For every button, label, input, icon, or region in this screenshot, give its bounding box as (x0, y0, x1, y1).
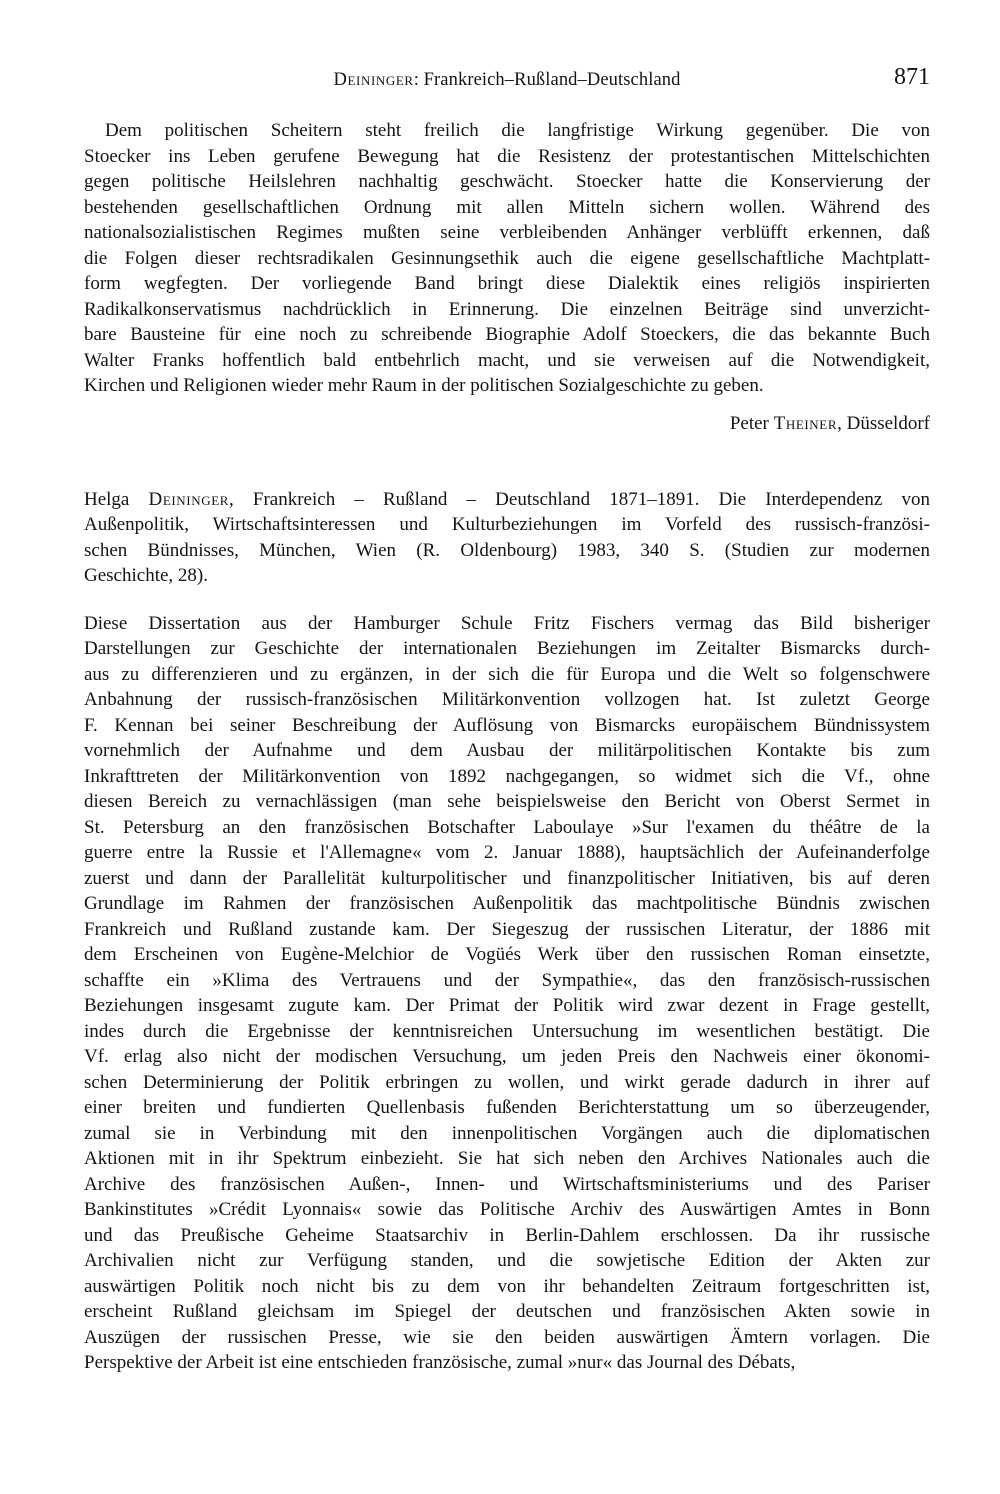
text-line: Archivalien nicht zur Verfügung standen, und die sowjetische Edition der Akten zur (84, 1250, 930, 1271)
running-head-author: Deininger (333, 70, 414, 90)
text-line: auswärtigen Politik noch nicht bis zu dem von ihr behandelten Zeitraum fortgeschritten ist, (84, 1275, 930, 1297)
text-line: Perspektive der Arbeit ist eine entschieden französische, zumal »nur« das Journal des Débats, (84, 1352, 796, 1373)
text-line: bestehenden gesellschaftlichen Ordnung mit allen Mitteln sichern wollen. Während des (84, 196, 930, 218)
text-line: diesen Bereich zu vernachlässigen (man sehe beispielsweise den Bericht von Oberst Sermet in (84, 791, 930, 812)
text-line: die Folgen dieser rechtsradikalen Gesinnungsethik auch die eigene gesellschaftliche Machtplatt- (84, 247, 930, 269)
citation-text: Geschichte, 28). (84, 565, 208, 586)
text-line: schen Determinierung der Politik erbringen zu wollen, und wirkt gerade dadurch in ihrer auf (84, 1071, 930, 1093)
citation-text: Helga (84, 488, 149, 510)
citation-author-smallcaps: Deininger (148, 488, 230, 510)
text-line: gegen politische Heilslehren nachhaltig geschwächt. Stoecker hatte die Konservierung der (84, 171, 930, 192)
text-line: Frankreich und Rußland zustande kam. Der Siegeszug der russischen Literatur, der 1886 mit (84, 918, 930, 940)
text-line: Bankinstitutes »Crédit Lyonnais« sowie das Politische Archiv des Auswärtigen Amtes in Bonn (84, 1199, 930, 1220)
text-line: vornehmlich der Aufnahme und dem Ausbau der militärpolitischen Kontakte bis zum (84, 740, 930, 761)
signature-first-name: Peter (729, 412, 774, 434)
text-line: Walter Franks hoffentlich bald entbehrlich macht, und sie verweisen auf die Notwendigkeit, (84, 349, 930, 371)
text-line: Auszügen der russischen Presse, wie sie den beiden auswärtigen Ämtern vorlagen. Die (84, 1326, 930, 1348)
book-page (84, 64, 930, 1376)
running-head (84, 64, 930, 98)
citation-line (84, 487, 930, 513)
review-1-signature (84, 413, 930, 439)
text-line: Anbahnung der russisch-französischen Militärkonvention vollzogen hat. Ist zuletzt George (84, 689, 930, 710)
citation-text: Außenpolitik, Wirtschaftsinteressen und Kulturbeziehungen im Vorfeld des russisch-französi- (84, 514, 930, 535)
text-line: Kirchen und Religionen wieder mehr Raum in der politischen Sozialgeschichte zu geben. (84, 375, 764, 396)
citation-line (84, 512, 930, 538)
text-line: form wegfegten. Der vorliegende Band bringt diese Dialektik eines religiös inspirierten (84, 273, 930, 294)
text-line: zuerst und dann der Parallelität kulturpolitischer und finanzpolitischer Initiativen, bis auf deren (84, 867, 930, 889)
text-line: aus zu differenzieren und zu ergänzen, in der sich die für Europa und die Welt so folgenschwere (84, 663, 930, 685)
text-line: dem Erscheinen von Eugène-Melchior de Vogüés Werk über den russischen Roman einsetzte, (84, 944, 930, 965)
text-line: Aktionen mit in ihr Spektrum einbezieht. Sie hat sich neben den Archives Nationales auch die (84, 1148, 930, 1169)
citation-line (84, 538, 930, 564)
text-line: erscheint Rußland gleichsam im Spiegel der deutschen und französischen Akten sowie in (84, 1301, 930, 1322)
citation-text: , Frankreich – Rußland – Deutschland 1871–1891. Die Interdependenz von (229, 488, 930, 510)
text-line: Darstellungen zur Geschichte der internationalen Beziehungen im Zeitalter Bismarcks durch- (84, 638, 930, 659)
text-line: nationalsozialistischen Regimes mußten seine verbleibenden Anhänger verblüfft erkennen, daß (84, 222, 930, 243)
text-line: Radikalkonservatismus nachdrücklich in Erinnerung. Die einzelnen Beiträge sind unverzicht- (84, 298, 930, 320)
signature-surname: Theiner (773, 412, 838, 434)
text-line: einer breiten und fundierten Quellenbasis fußenden Berichterstattung um so überzeugender, (84, 1097, 930, 1118)
text-line: und das Preußische Geheime Staatsarchiv in Berlin-Dahlem erschlossen. Da ihr russische (84, 1224, 930, 1246)
review-2-paragraph (84, 611, 930, 1376)
text-line: indes durch die Ergebnisse der kenntnisreichen Untersuchung im wesentlichen bestätigt. Die (84, 1020, 930, 1042)
text-line: zumal sie in Verbindung mit den innenpolitischen Vorgängen auch die diplomatischen (84, 1122, 930, 1144)
text-line: Stoecker ins Leben gerufene Bewegung hat die Resistenz der protestantischen Mittelschichten (84, 145, 930, 167)
running-head-title-rest: : Frankreich–Rußland–Deutschland (413, 70, 681, 90)
text-line: Vf. erlag also nicht der modischen Versuchung, um jeden Preis den Nachweis einer ökonomi- (84, 1046, 930, 1067)
text-line: F. Kennan bei seiner Beschreibung der Auflösung von Bismarcks europäischem Bündnissystem (84, 714, 930, 736)
text-line: bare Bausteine für eine noch zu schreibende Biographie Adolf Stoeckers, die das bekannte Buch (84, 324, 930, 345)
signature-place: , Düsseldorf (837, 412, 930, 434)
text-line: Archive des französischen Außen-, Innen- und Wirtschaftsministeriums und des Pariser (84, 1173, 930, 1195)
running-head-title (84, 70, 930, 91)
review-2-citation (84, 487, 930, 589)
text-line: St. Petersburg an den französischen Botschafter Laboulaye »Sur l'examen du théâtre de la (84, 816, 930, 838)
text-line: guerre entre la Russie et l'Allemagne« vom 2. Januar 1888), hauptsächlich der Aufeinanderfolge (84, 842, 930, 863)
text-line: Inkrafttreten der Militärkonvention von 1892 nachgegangen, so widmet sich die Vf., ohne (84, 765, 930, 787)
text-line: Grundlage im Rahmen der französischen Außenpolitik das machtpolitische Bündnis zwischen (84, 893, 930, 914)
review-1-paragraph (84, 118, 930, 399)
text-line: Beziehungen insgesamt zugute kam. Der Primat der Politik wird zwar dezent in Frage gestellt, (84, 995, 930, 1016)
citation-line (84, 563, 930, 589)
page-number: 871 (894, 64, 930, 90)
citation-text: schen Bündnisses, München, Wien (R. Oldenbourg) 1983, 340 S. (Studien zur modernen (84, 539, 930, 561)
text-line: Diese Dissertation aus der Hamburger Schule Fritz Fischers vermag das Bild bisheriger (84, 612, 930, 634)
text-line: schaffte ein »Klima des Vertrauens und der Sympathie«, das den französisch-russischen (84, 969, 930, 991)
text-line: Dem politischen Scheitern steht freilich die langfristige Wirkung gegenüber. Die von (105, 120, 930, 141)
